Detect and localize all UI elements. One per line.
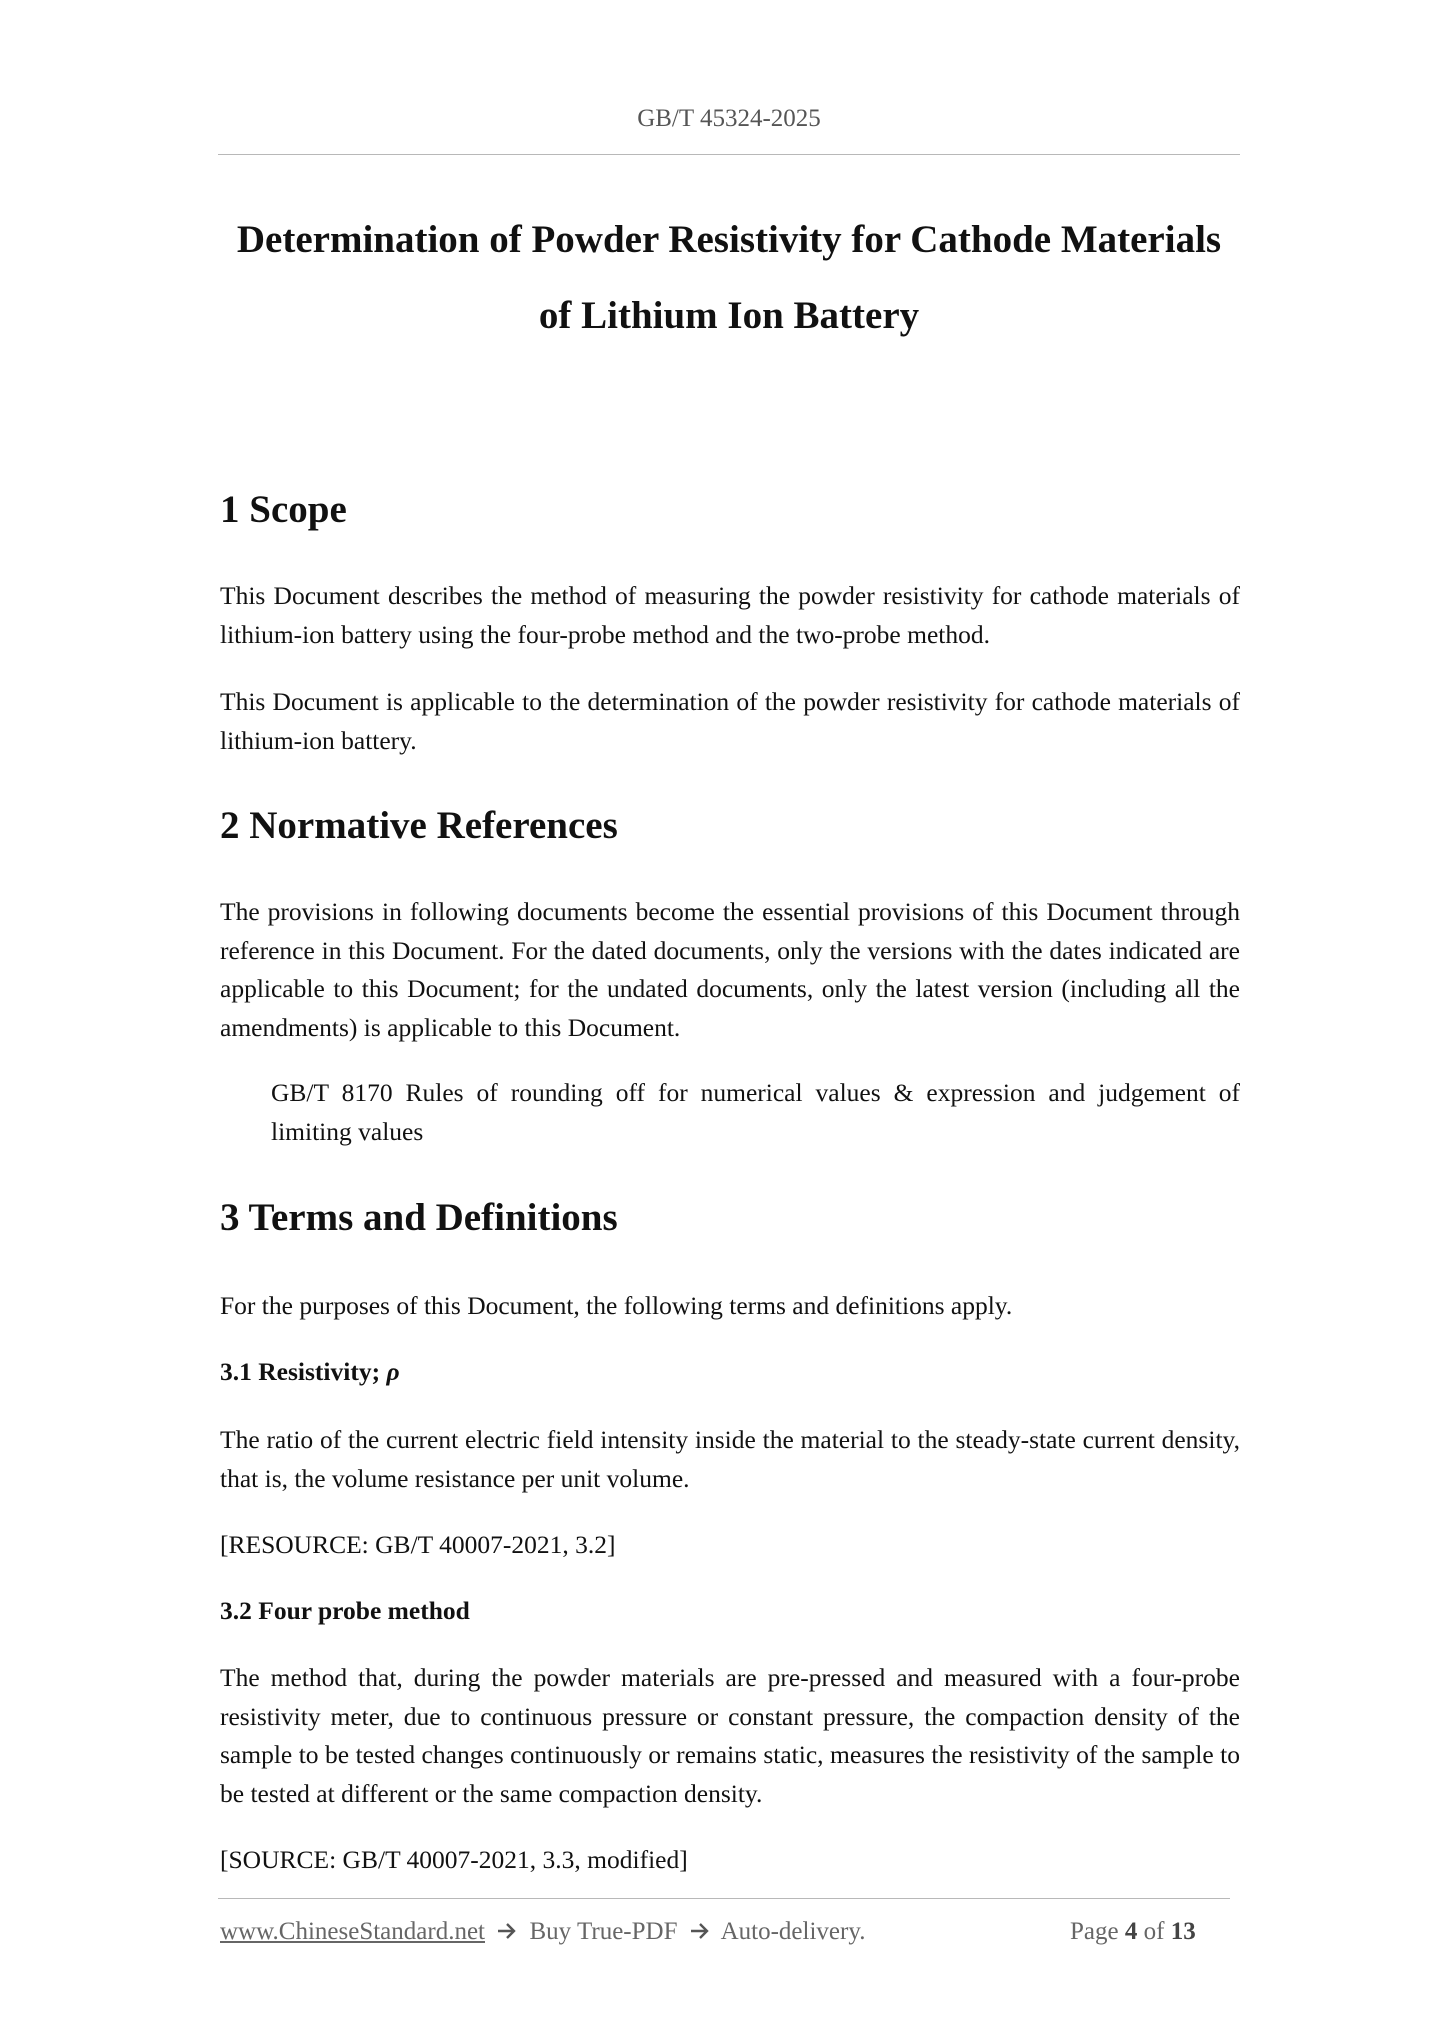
page-number <box>1070 1918 1196 1946</box>
normative-reference-item: GB/T 8170 Rules of rounding off for numerical values & expression and judgement of limiting values <box>271 1078 1240 1146</box>
of-word: of <box>1143 1918 1165 1945</box>
section-heading-normative-references: 2 Normative References <box>220 804 618 847</box>
term-source-resistivity: [RESOURCE: GB/T 40007-2021, 3.2] <box>220 1530 616 1559</box>
header-divider <box>218 154 1240 155</box>
footer-divider <box>218 1898 1230 1899</box>
terms-intro: For the purposes of this Document, the following terms and definitions apply. <box>220 1291 1013 1320</box>
normative-paragraph: The provisions in following documents become the essential provisions of this Document through reference in this Document. For the dated documents, only the versions with the dates indicated are applicable to this Document; for the undated documents, only the latest version (including all the amendments) is applicable to this Document. <box>220 897 1240 1042</box>
section-heading-terms-definitions: 3 Terms and Definitions <box>220 1196 618 1239</box>
title-line-2: of Lithium Ion Battery <box>538 294 920 337</box>
term-definition-resistivity: The ratio of the current electric field intensity inside the material to the steady-state current density, that is, the volume resistance per unit volume. <box>220 1425 1240 1493</box>
title-line-1: Determination of Powder Resistivity for Cathode Materials <box>236 218 1222 261</box>
site-link[interactable]: www.ChineseStandard.net <box>220 1918 485 1945</box>
term-heading-four-probe: 3.2 Four probe method <box>220 1596 470 1625</box>
page-word: Page <box>1070 1918 1119 1945</box>
footer-links <box>220 1918 865 1947</box>
arrow-right-icon <box>690 1919 710 1947</box>
auto-delivery-text: Auto-delivery. <box>720 1918 866 1945</box>
page-current: 4 <box>1124 1918 1138 1945</box>
running-header: GB/T 45324-2025 <box>637 105 821 132</box>
scope-paragraph-1: This Document describes the method of measuring the powder resistivity for cathode materials of lithium-ion battery using the four-probe method and the two-probe method. <box>220 581 1240 649</box>
term-heading-resistivity <box>220 1357 400 1387</box>
section-heading-scope: 1 Scope <box>220 488 347 531</box>
term-source-four-probe: [SOURCE: GB/T 40007-2021, 3.3, modified] <box>220 1845 688 1874</box>
document-title <box>218 202 1240 354</box>
buy-true-pdf-text: Buy True-PDF <box>529 1918 678 1945</box>
term-definition-four-probe: The method that, during the powder materials are pre-pressed and measured with a four-probe resistivity meter, due to continuous pressure or constant pressure, the compaction density of the sample to be tested changes continuously or remains static, measures the resistivity of the sample to be tested at different or the same compaction density. <box>220 1663 1240 1808</box>
rho-symbol: ρ <box>386 1357 400 1386</box>
scope-paragraph-2: This Document is applicable to the determination of the powder resistivity for cathode materials of lithium-ion battery. <box>220 687 1240 755</box>
arrow-right-icon <box>497 1919 517 1947</box>
term-label-resistivity: 3.1 Resistivity; <box>220 1357 387 1386</box>
page-total: 13 <box>1170 1918 1196 1945</box>
